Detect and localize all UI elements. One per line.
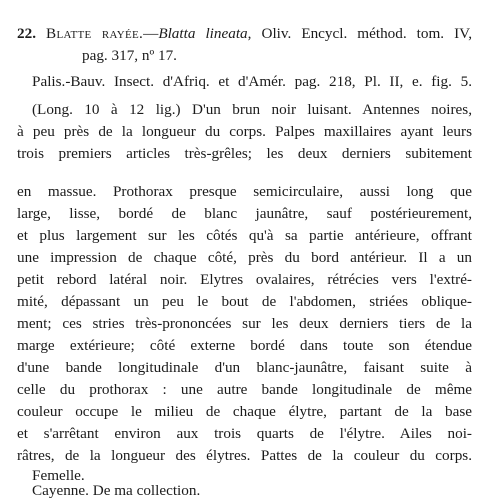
description-line: d'une bande longitudinale d'un blanc-jaunâtre, faisant suite à — [17, 359, 472, 376]
species-name-latin: Blatta lineata — [158, 25, 248, 42]
em-dash: — — [143, 25, 159, 42]
description-line: ment; ces stries très-prononcées sur les deux derniers tiers de la — [17, 315, 472, 332]
description-line: une impression de chaque côté, près du bord antérieur. Il a un — [17, 249, 472, 266]
description-line: en massue. Prothorax presque semicirculaire, aussi long que — [17, 183, 472, 200]
description-line: petit rebord latéral noir. Elytres ovalaires, rétrécies vers l'extré- — [17, 271, 472, 288]
reference-olivier-page: pag. 317, nº 17. — [82, 47, 177, 64]
locality: Cayenne. De ma collection. — [32, 482, 201, 499]
description-line: couleur occupe le milieu de chaque élytre, partant de la base — [17, 403, 472, 420]
reference-olivier: , Oliv. Encycl. méthod. tom. IV, — [247, 25, 472, 42]
description-line: celle du prothorax : une autre bande longitudinale de même — [17, 381, 472, 398]
description-line: trois premiers articles très-grêles; les deux derniers subitement — [17, 145, 472, 162]
entry-header — [17, 24, 472, 43]
description-line: (Long. 10 à 12 lig.) D'un brun noir luisant. Antennes noires, — [32, 101, 472, 118]
description-line: large, lisse, bordé de blanc jaunâtre, sauf postérieurement, — [17, 205, 472, 222]
description-line: mité, dépassant un peu le bout de l'abdomen, striées oblique- — [17, 293, 472, 310]
description-line: à peu près de la longueur du corps. Palpes maxillaires ayant leurs — [17, 123, 472, 140]
description-line: et s'arrêtant environ aux trois quarts de l'élytre. Ailes noi- — [17, 425, 472, 442]
description-line: râtres, de la longueur des élytres. Pattes de la couleur du corps. — [17, 447, 472, 464]
sex-label: Femelle. — [32, 467, 85, 484]
entry-number: 22. — [17, 25, 36, 42]
species-name-fr: Blatte rayée. — [46, 25, 144, 42]
description-line: et plus largement sur les côtés qu'à sa partie antérieure, offrant — [17, 227, 472, 244]
description-line: marge extérieure; côté externe bordé dans toute son étendue — [17, 337, 472, 354]
reference-palisot: Palis.-Bauv. Insect. d'Afriq. et d'Amér. pag. 218, Pl. II, e. fig. 5. — [32, 73, 472, 90]
